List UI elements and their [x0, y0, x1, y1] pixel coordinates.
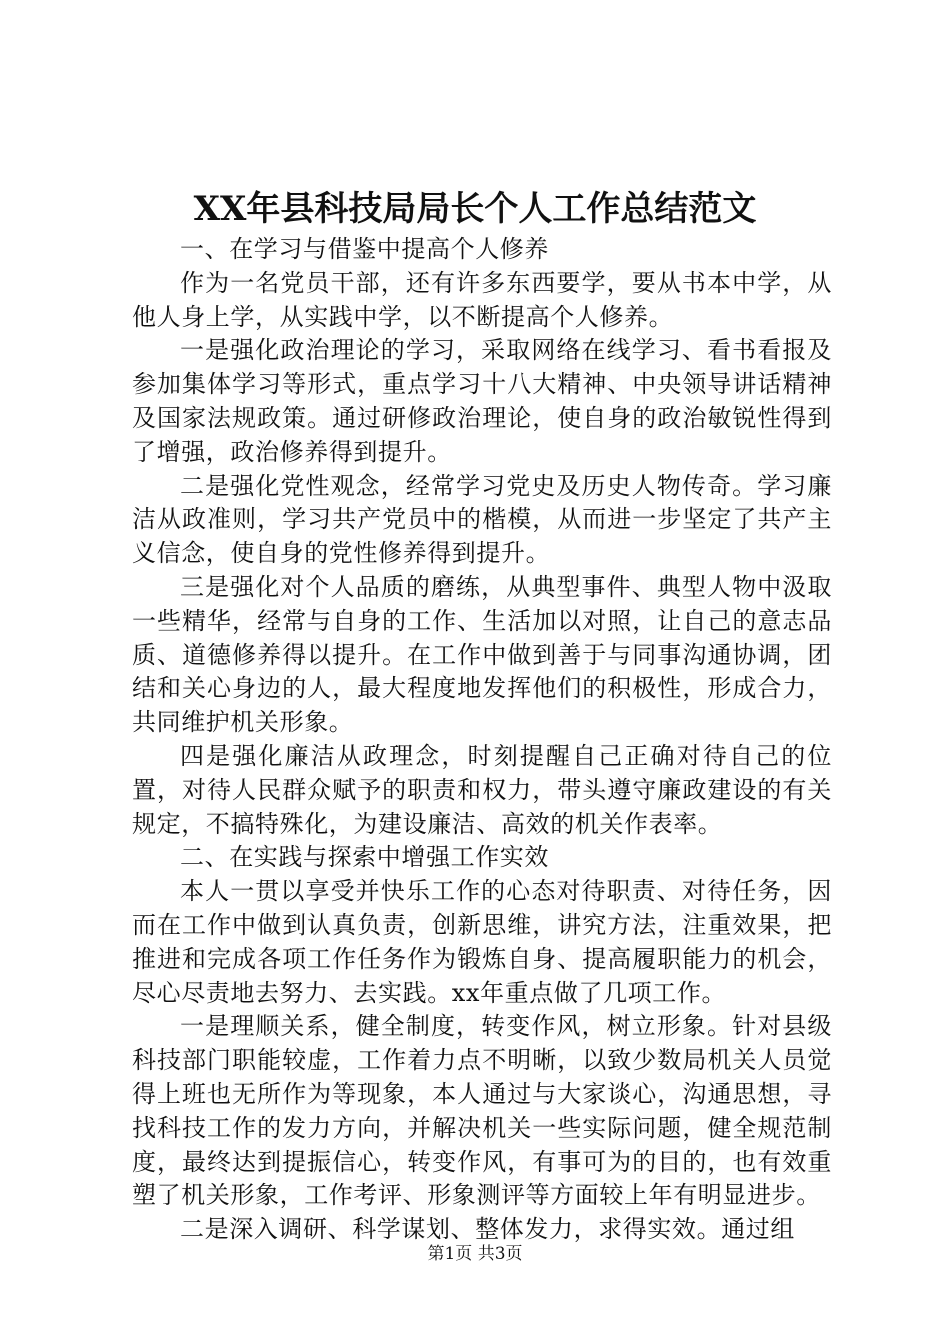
paragraph: 本人一贯以享受并快乐工作的心态对待职责、对待任务，因而在工作中做到认真负责，创新思维，讲究方法，注重效果，把推进和完成各项工作任务作为锻炼自身、提高履职能力的机会，尽心尽责地去努力、去实践。xx年重点做了几项工作。 — [132, 877, 832, 1007]
section-heading-1: 一、在学习与借鉴中提高个人修养 — [180, 235, 549, 263]
paragraph: 作为一名党员干部，还有许多东西要学，要从书本中学，从他人身上学，从实践中学，以不断提高个人修养。 — [132, 268, 832, 331]
section-heading-2: 二、在实践与探索中增强工作实效 — [180, 843, 549, 872]
paragraph: 一是强化政治理论的学习，采取网络在线学习、看书看报及参加集体学习等形式，重点学习十八大精神、中央领导讲话精神及国家法规政策。通过研修政治理论，使自身的政治敏锐性得到了增强，政治修养得到提升。 — [132, 336, 832, 466]
paragraph: 二是强化党性观念，经常学习党史及历史人物传奇。学习廉洁从政准则，学习共产党员中的楷模，从而进一步坚定了共产主义信念，使自身的党性修养得到提升。 — [132, 471, 832, 568]
paragraph: 四是强化廉洁从政理念，时刻提醒自己正确对待自己的位置，对待人民群众赋予的职责和权力，带头遵守廉政建设的有关规定，不搞特殊化，为建设廉洁、高效的机关作表率。 — [132, 741, 832, 838]
paragraph: 一是理顺关系，健全制度，转变作风，树立形象。针对县级科技部门职能较虚，工作着力点不明晰，以致少数局机关人员觉得上班也无所作为等现象，本人通过与大家谈心，沟通思想，寻找科技工作的发力方向，并解决机关一些实际问题，健全规范制度，最终达到提振信心，转变作风，有事可为的目的，也有效重塑了机关形象，工作考评、形象测评等方面较上年有明显进步。 — [132, 1012, 832, 1210]
paragraph: 二是深入调研、科学谋划、整体发力，求得实效。通过组 — [180, 1215, 795, 1244]
document-body — [132, 233, 832, 1247]
paragraph: 三是强化对个人品质的磨练，从典型事件、典型人物中汲取一些精华，经常与自身的工作、生活加以对照，让自己的意志品质、道德修养得以提升。在工作中做到善于与同事沟通协调，团结和关心身边的人，最大程度地发挥他们的积极性，形成合力，共同维护机关形象。 — [132, 572, 832, 737]
document-title: XX年县科技局局长个人工作总结范文 — [193, 189, 757, 229]
page-footer: 第1页 共3页 — [427, 1244, 523, 1264]
